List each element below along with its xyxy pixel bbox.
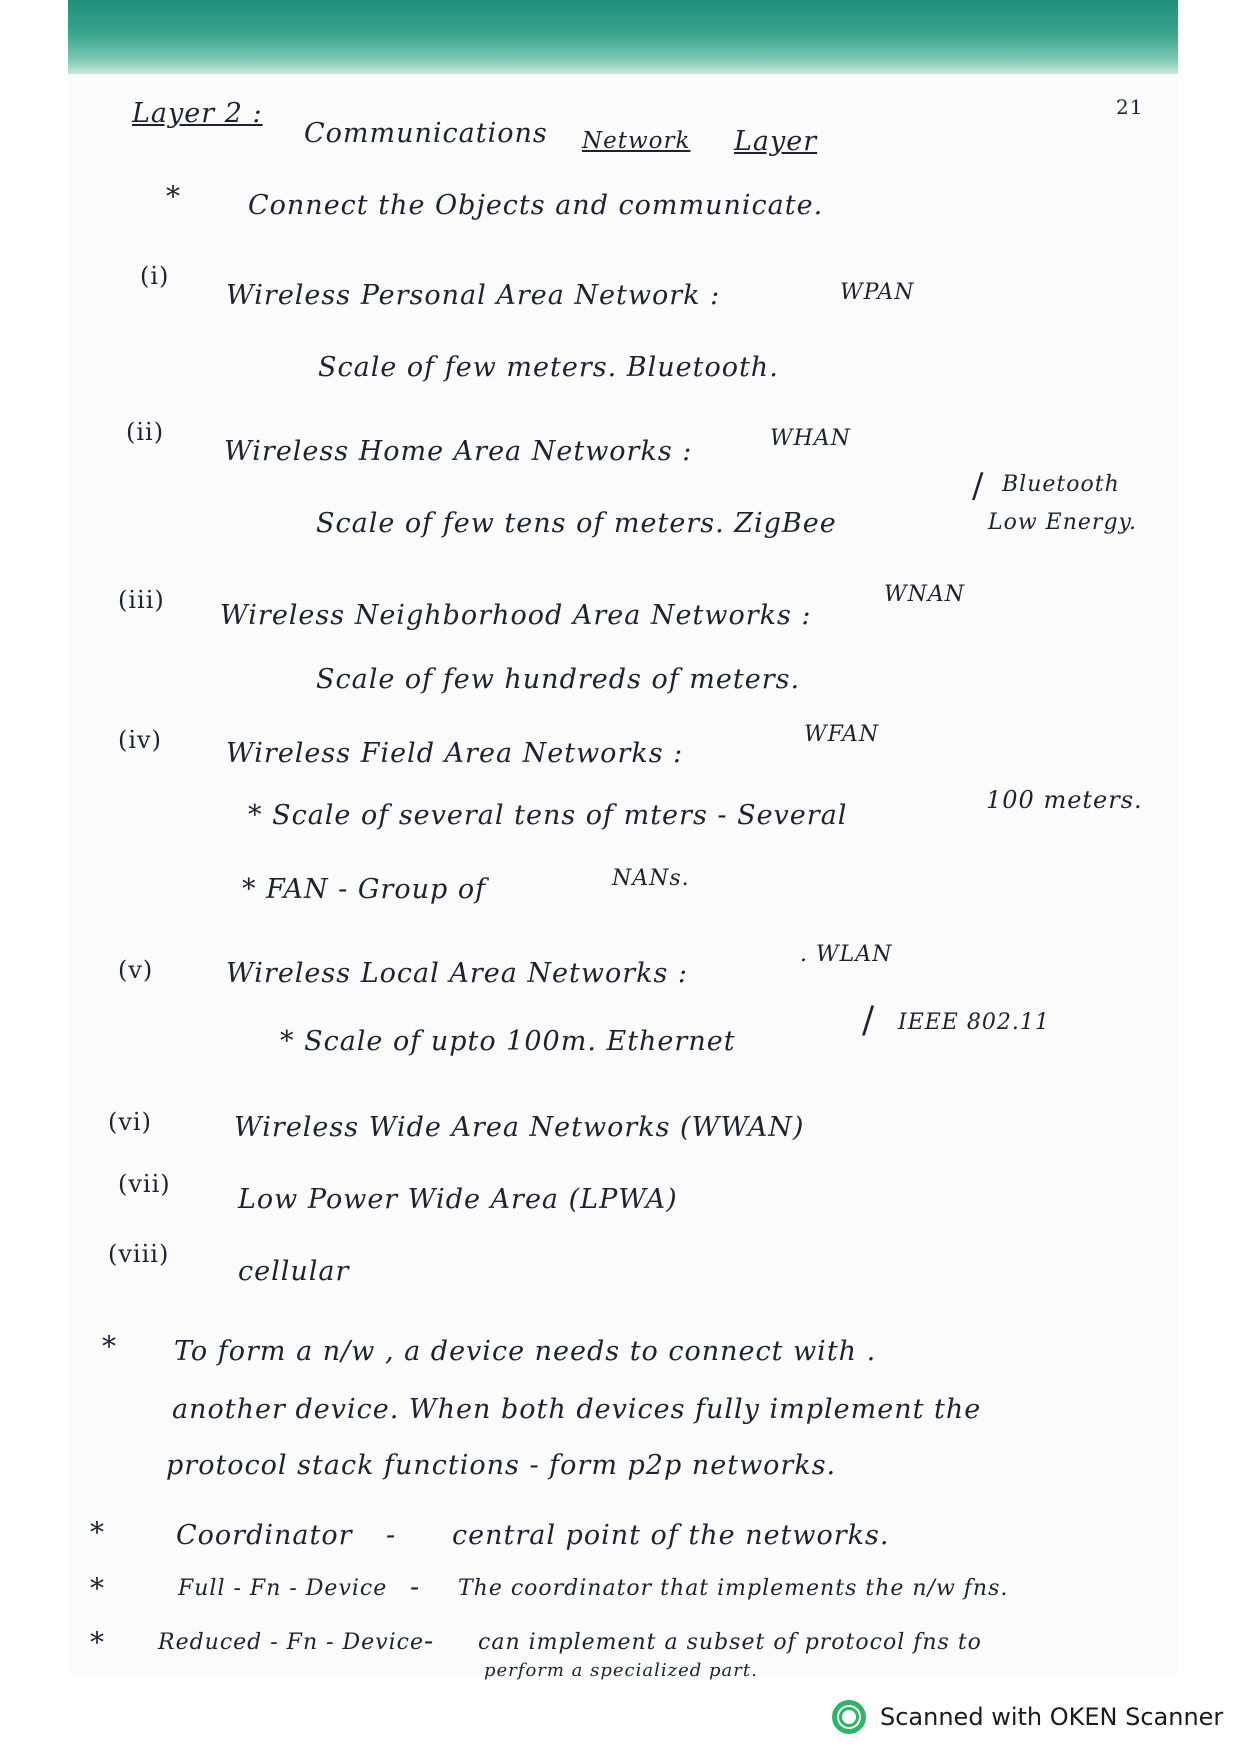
scanner-watermark-text: Scanned with OKEN Scanner (880, 1703, 1224, 1731)
item-3-number: (iii) (118, 586, 165, 614)
bullet-3-term: Reduced - Fn - Device (158, 1630, 424, 1655)
item-7-number: (vii) (118, 1170, 171, 1198)
item-5-slash: / (862, 1000, 876, 1041)
item-4-title: Wireless Field Area Networks : (226, 738, 684, 769)
bullet-2-text: The coordinator that implements the n/w fns. (458, 1576, 1009, 1601)
para-line-2: another device. When both devices fully implement the (172, 1394, 982, 1425)
para-bullet: * (102, 1330, 117, 1363)
bullet-1-text: central point of the networks. (452, 1520, 890, 1551)
bullet-2-dash: - (410, 1572, 421, 1603)
bullet-3-dash: - (424, 1626, 435, 1657)
item-3-abbr: WNAN (884, 582, 965, 607)
page-number: 21 (1116, 95, 1144, 119)
item-3-note: Scale of few hundreds of meters. (316, 664, 801, 695)
item-4-abbr: WFAN (804, 722, 880, 747)
item-4-sub1-tail: 100 meters. (986, 786, 1143, 814)
item-8-title: cellular (238, 1256, 350, 1287)
item-5-abbr: . WLAN (800, 942, 893, 967)
item-1-note: Scale of few meters. Bluetooth. (318, 352, 779, 383)
item-2-note-right-1: Bluetooth (1002, 472, 1120, 497)
item-6-title: Wireless Wide Area Networks (WWAN) (234, 1112, 805, 1143)
oken-logo-icon (832, 1700, 866, 1734)
item-4-sub1: * Scale of several tens of mters - Several (248, 800, 848, 831)
item-5-note: * Scale of upto 100m. Ethernet (280, 1026, 736, 1057)
item-2-note-right-2: Low Energy. (988, 510, 1138, 535)
intro-bullet: * (166, 180, 181, 213)
bullet-1-term: Coordinator (176, 1520, 353, 1551)
item-2-number: (ii) (126, 418, 165, 446)
item-8-number: (viii) (108, 1240, 170, 1268)
item-1-title: Wireless Personal Area Network : (226, 280, 721, 311)
para-line-3: protocol stack functions - form p2p networks. (166, 1450, 837, 1481)
item-2-note: Scale of few tens of meters. ZigBee (316, 508, 837, 539)
item-3-title: Wireless Neighborhood Area Networks : (220, 600, 812, 631)
bullet-3-cont: perform a specialized part. (484, 1660, 758, 1681)
top-scan-band (68, 0, 1178, 74)
heading-label: Layer 2 : (132, 98, 263, 129)
item-5-title: Wireless Local Area Networks : (226, 958, 689, 989)
item-1-abbr: WPAN (840, 280, 915, 305)
item-1-number: (i) (140, 262, 170, 290)
para-line-1: To form a n/w , a device needs to connect with . (174, 1336, 877, 1367)
bullet-1-dash: - (386, 1520, 397, 1551)
bullet-2-term: Full - Fn - Device (178, 1576, 388, 1601)
scanner-watermark (832, 1696, 1232, 1738)
intro-text: Connect the Objects and communicate. (248, 190, 824, 221)
item-7-title: Low Power Wide Area (LPWA) (238, 1184, 678, 1215)
item-2-abbr: WHAN (770, 426, 851, 451)
bullet-2-mark: * (90, 1572, 105, 1605)
heading-word-layer: Layer (734, 126, 818, 157)
heading-title: Communications (304, 118, 548, 149)
item-6-number: (vi) (108, 1108, 152, 1136)
bullet-1-mark: * (90, 1516, 105, 1549)
item-2-title: Wireless Home Area Networks : (224, 436, 693, 467)
bullet-3-mark: * (90, 1626, 105, 1659)
item-5-number: (v) (118, 956, 154, 984)
bullet-3-text: can implement a subset of protocol fns to (478, 1630, 982, 1655)
item-2-slash: / (972, 466, 985, 506)
item-5-note-tail: IEEE 802.11 (898, 1010, 1050, 1035)
heading-word-network: Network (582, 128, 691, 154)
item-4-number: (iv) (118, 726, 162, 754)
item-4-sub2-tail: NANs. (612, 866, 690, 891)
item-4-sub2: * FAN - Group of (242, 874, 487, 905)
